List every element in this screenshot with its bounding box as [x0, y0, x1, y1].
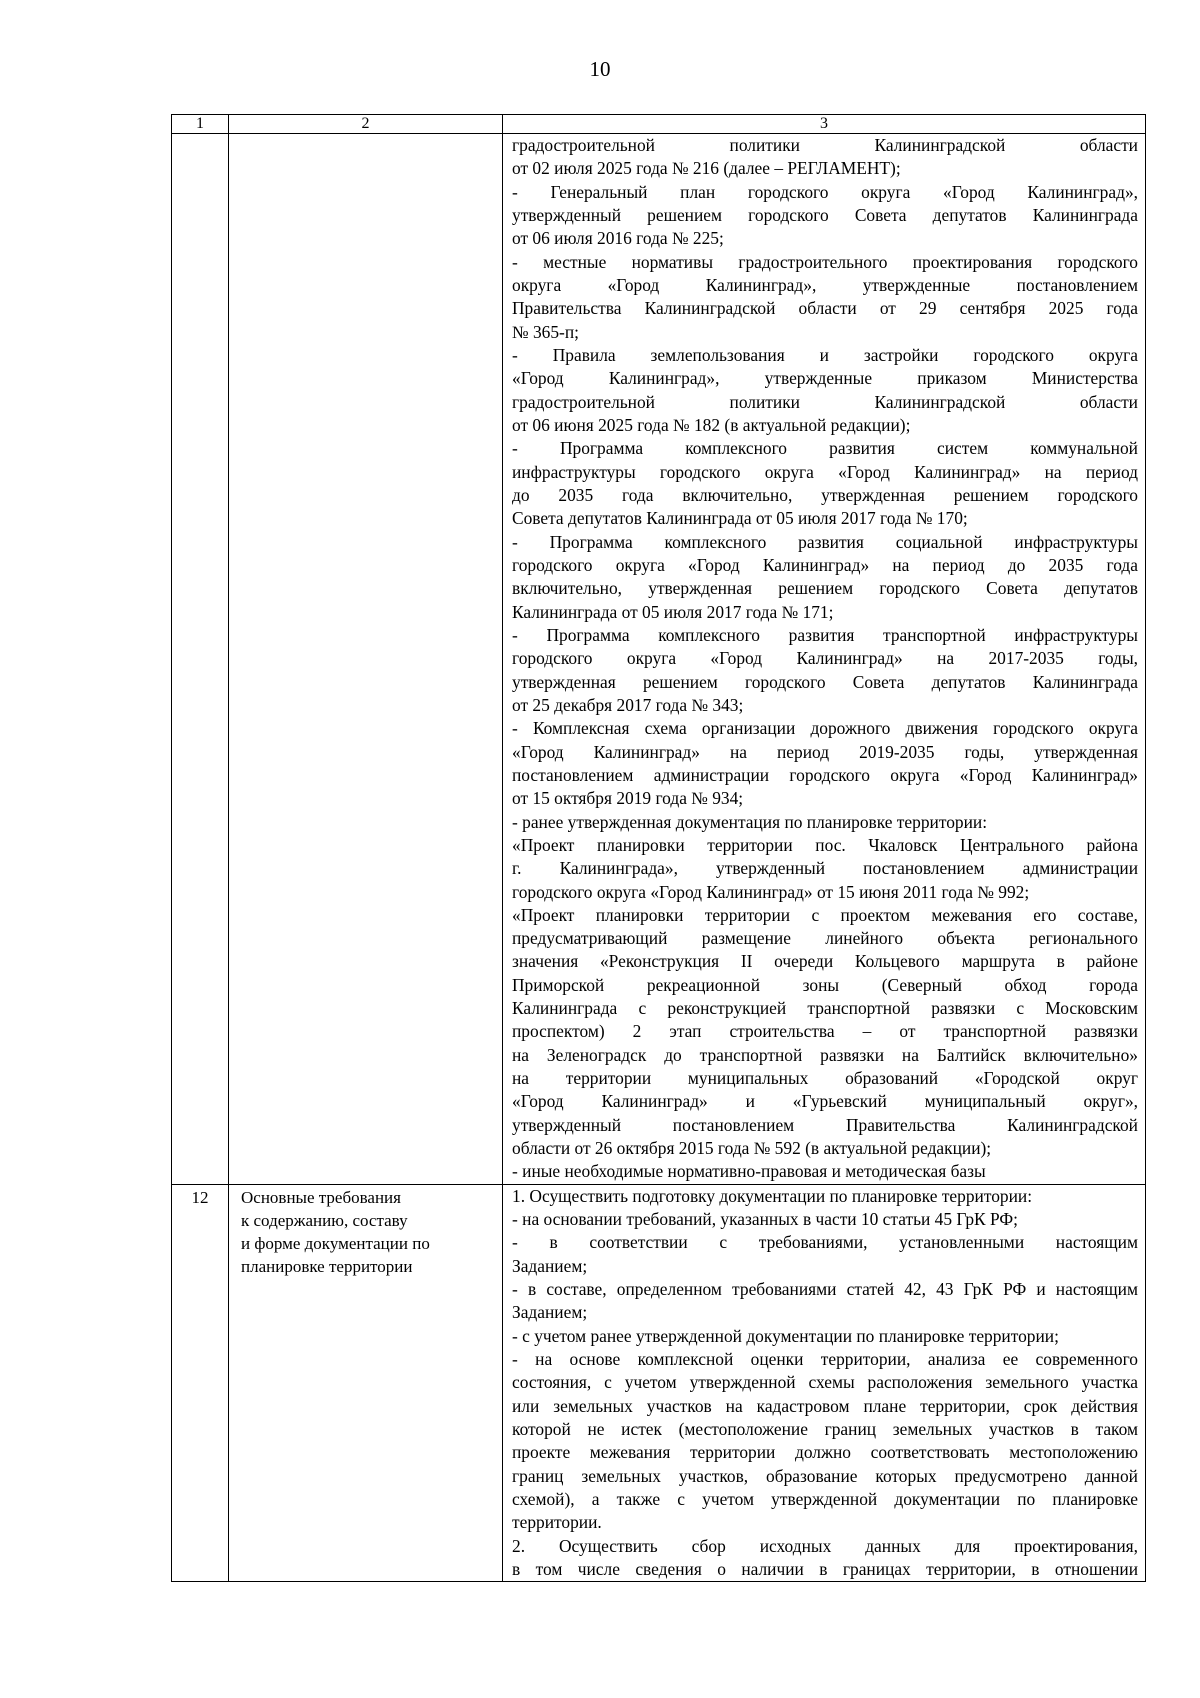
- content-text-line: от 02 июля 2025 года № 216 (далее – РЕГЛАМЕНТ);: [512, 158, 901, 179]
- row-label-line: планировке территории: [241, 1256, 413, 1276]
- content-text-line: Заданием;: [512, 1255, 588, 1276]
- content-text-line: - ранее утвержденная документация по планировке территории:: [512, 811, 988, 832]
- content-text-line: значения «Реконструкция II очереди Кольцевого маршрута в районе: [512, 951, 1138, 972]
- content-text-line: № 365-п;: [512, 321, 579, 342]
- content-text-line: состояния, с учетом утвержденной схемы расположения земельного участка: [512, 1372, 1138, 1393]
- content-text-line: утвержденный постановлением Правительства Калининградской: [512, 1114, 1138, 1135]
- content-text-line: - на основании требований, указанных в части 10 статьи 45 ГрК РФ;: [512, 1209, 1018, 1230]
- content-text-line: Приморской рекреационной зоны (Северный обход города: [512, 974, 1138, 995]
- content-text-line: утвержденная решением городского Совета депутатов Калининграда: [512, 671, 1138, 692]
- content-text-line: градостроительной политики Калининградской области: [512, 135, 1138, 155]
- content-text-line: схемой), а также с учетом утвержденной документации по планировке: [512, 1489, 1138, 1510]
- row-label-cell: [229, 1184, 503, 1582]
- row-content-cell: [503, 134, 1146, 1185]
- content-text-line: «Город Калининград» на период 2019-2035 годы, утвержденная: [512, 741, 1138, 762]
- content-text-line: «Город Калининград», утвержденные приказом Министерства: [512, 368, 1138, 389]
- content-text-line: на Зеленоградск до транспортной развязки на Балтийск включительно»: [512, 1044, 1138, 1065]
- content-text-line: от 06 июня 2025 года № 182 (в актуальной редакции);: [512, 414, 911, 435]
- content-text-line: «Город Калининград» и «Гурьевский муниципальный округ»,: [512, 1091, 1138, 1112]
- table-row: [172, 134, 1146, 1185]
- content-text-line: области от 26 октября 2015 года № 592 (в актуальной редакции);: [512, 1138, 992, 1159]
- content-text-line: - в составе, определенном требованиями статей 42, 43 ГрК РФ и настоящим: [512, 1279, 1138, 1300]
- table-row: [172, 1184, 1146, 1582]
- content-text-line: или земельных участков на кадастровом плане территории, срок действия: [512, 1395, 1138, 1416]
- content-text-line: городского округа «Город Калининград» от 15 июня 2011 года № 992;: [512, 881, 1030, 902]
- content-text-line: территории.: [512, 1512, 602, 1533]
- content-text-line: на территории муниципальных образований «Городской округ: [512, 1068, 1138, 1089]
- content-text-line: до 2035 года включительно, утвержденная решением городского: [512, 484, 1138, 505]
- requirements-table: [171, 114, 1146, 1582]
- page-number: 10: [589, 57, 611, 81]
- content-text-line: Заданием;: [512, 1302, 588, 1323]
- content-text-line: «Проект планировки территории пос. Чкаловск Центрального района: [512, 834, 1138, 855]
- column-header-1: 1: [172, 115, 229, 134]
- content-text-line: постановлением администрации городского округа «Город Калининград»: [512, 764, 1138, 785]
- content-text-line: округа «Город Калининград», утвержденные постановлением: [512, 274, 1138, 295]
- content-text-line: от 15 октября 2019 года № 934;: [512, 788, 744, 809]
- content-text-line: - Программа комплексного развития транспортной инфраструктуры: [512, 624, 1138, 645]
- content-text-line: - с учетом ранее утвержденной документации по планировке территории;: [512, 1325, 1059, 1346]
- content-text-line: от 06 июля 2016 года № 225;: [512, 228, 724, 249]
- content-text-line: Правительства Калининградской области от 29 сентября 2025 года: [512, 298, 1138, 319]
- content-text-line: Калининграда с реконструкцией транспортной развязки с Московским: [512, 998, 1138, 1019]
- content-text-line: - Программа комплексного развития социальной инфраструктуры: [512, 531, 1138, 552]
- content-text-line: включительно, утвержденная решением городского Совета депутатов: [512, 578, 1138, 599]
- column-header-2: 2: [229, 115, 503, 134]
- content-text-line: границ земельных участков, образование которых предусмотрено данной: [512, 1465, 1138, 1486]
- content-text-line: городского округа «Город Калининград» на период до 2035 года: [512, 554, 1138, 575]
- content-text-line: Совета депутатов Калининграда от 05 июля 2017 года № 170;: [512, 508, 968, 529]
- content-text-line: в том числе сведения о наличии в границах территории, в отношении: [512, 1559, 1138, 1580]
- row-label-line: Основные требования: [241, 1187, 401, 1207]
- content-text-line: которой не истек (местоположение границ земельных участков в таком: [512, 1419, 1138, 1440]
- content-text-line: проспектом) 2 этап строительства – от транспортной развязки: [512, 1021, 1138, 1042]
- content-text-line: от 25 декабря 2017 года № 343;: [512, 694, 744, 715]
- content-text-line: проекте межевания территории должно соответствовать местоположению: [512, 1442, 1138, 1463]
- content-text-line: городского округа «Город Калининград» на 2017-2035 годы,: [512, 648, 1138, 669]
- content-text-line: - иные необходимые нормативно-правовая и методическая базы: [512, 1161, 986, 1182]
- row-label-line: и форме документации по: [241, 1233, 430, 1253]
- content-text-line: градостроительной политики Калининградской области: [512, 391, 1138, 412]
- column-header-3: 3: [503, 115, 1146, 134]
- row-content-cell: [503, 1184, 1146, 1582]
- content-text-line: утвержденный решением городского Совета депутатов Калининграда: [512, 204, 1138, 225]
- table-header-row: [172, 115, 1146, 134]
- row-number-cell: [172, 134, 229, 1185]
- content-text-line: 1. Осуществить подготовку документации по планировке территории:: [512, 1185, 1033, 1206]
- content-text-line: «Проект планировки территории с проектом межевания его составе,: [512, 904, 1138, 925]
- content-text-line: г. Калининграда», утвержденный постановлением администрации: [512, 858, 1138, 879]
- row-label-cell: [229, 134, 503, 1185]
- content-text-line: Калининграда от 05 июля 2017 года № 171;: [512, 601, 834, 622]
- content-text-line: - местные нормативы градостроительного проектирования городского: [512, 251, 1138, 272]
- content-text-line: - в соответствии с требованиями, установленными настоящим: [512, 1232, 1138, 1253]
- content-text-line: - Генеральный план городского округа «Город Калининград»,: [512, 181, 1138, 202]
- content-text-line: - Программа комплексного развития систем коммунальной: [512, 438, 1138, 459]
- content-text-line: - Комплексная схема организации дорожного движения городского округа: [512, 718, 1138, 739]
- row-number-cell: 12: [172, 1184, 229, 1582]
- content-text-line: инфраструктуры городского округа «Город Калининград» на период: [512, 461, 1138, 482]
- row-label-line: к содержанию, составу: [241, 1210, 408, 1230]
- content-text-line: 2. Осуществить сбор исходных данных для проектирования,: [512, 1535, 1138, 1556]
- content-text-line: предусматривающий размещение линейного объекта регионального: [512, 928, 1138, 949]
- content-text-line: - на основе комплексной оценки территории, анализа ее современного: [512, 1349, 1138, 1370]
- content-text-line: - Правила землепользования и застройки городского округа: [512, 344, 1138, 365]
